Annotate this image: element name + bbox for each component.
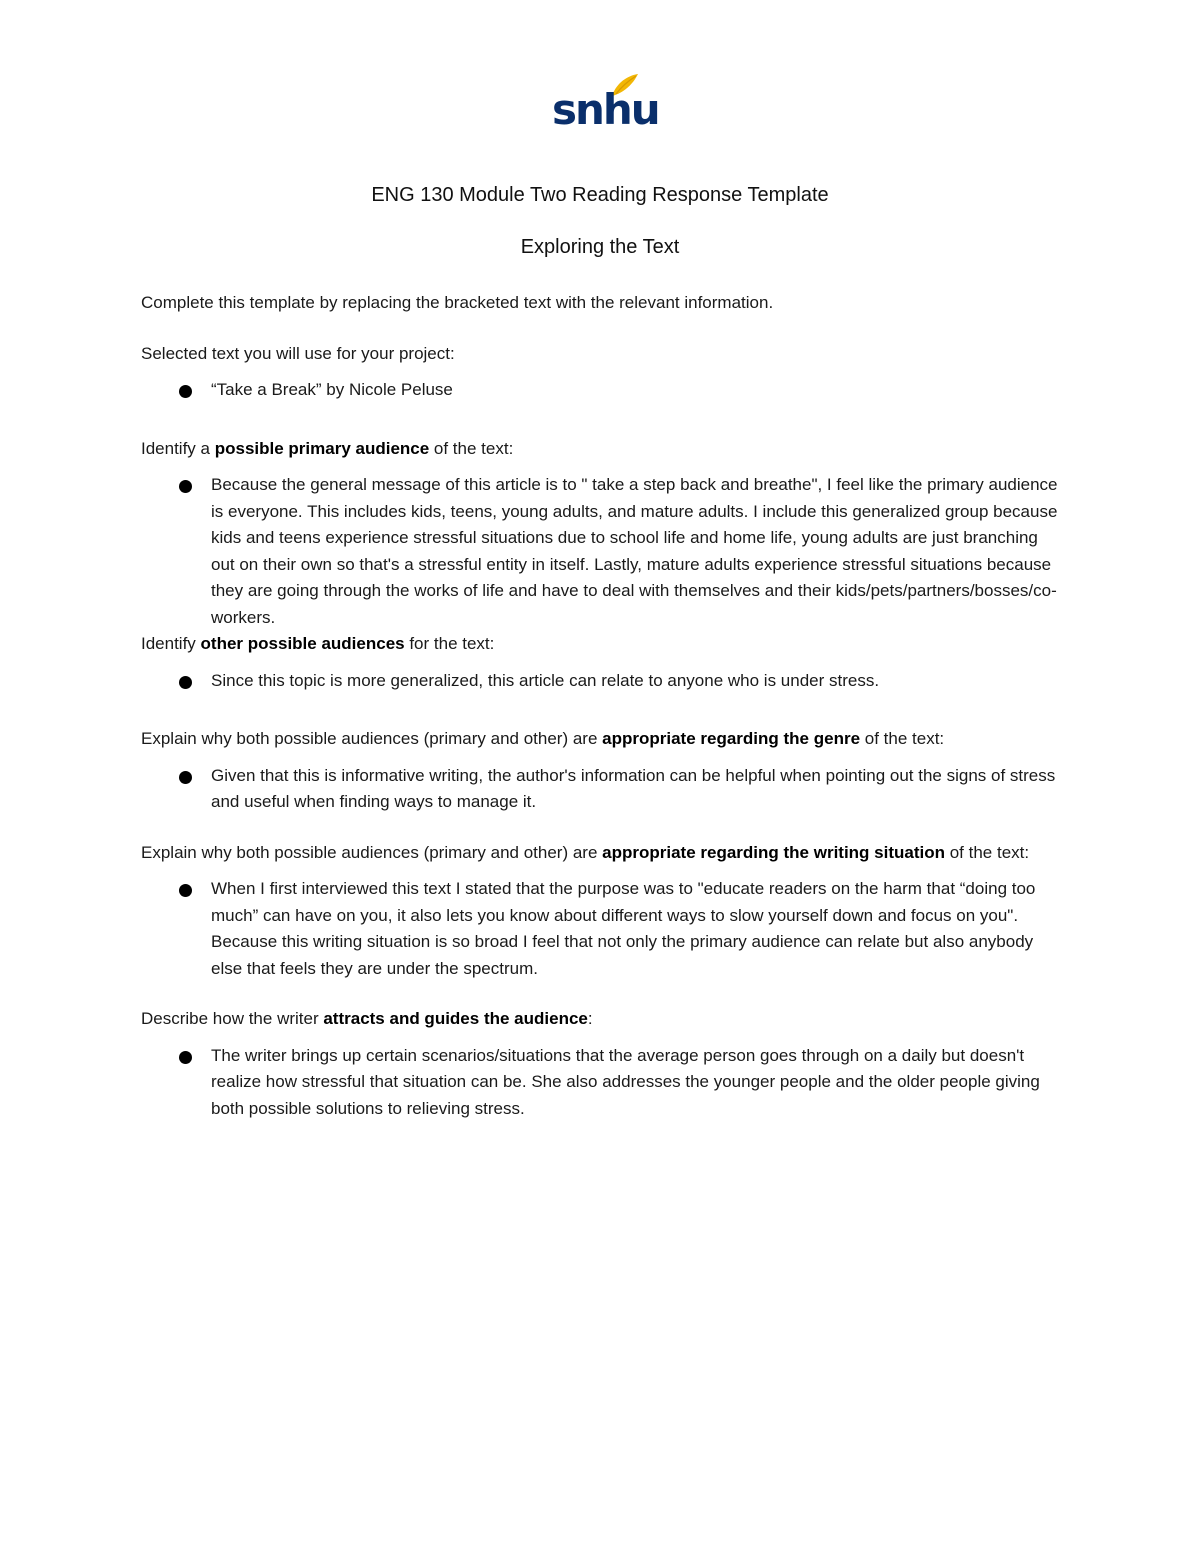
prompt-emphasis: appropriate regarding the genre <box>602 729 861 748</box>
prompt-text-after: of the text: <box>429 438 514 458</box>
document-title: ENG 130 Module Two Reading Response Template <box>371 184 829 206</box>
answer-item <box>141 876 1061 982</box>
bullet-icon <box>179 884 192 897</box>
prompt-genre <box>141 726 1061 753</box>
answer-text: When I first interviewed this text I stated that the purpose was to "educate readers on the harm that “doing too much” can have on you, it also lets you know about different ways to slow yourself down and focus on you". Because this writing situation is so broad I feel that not only the primary audience can relate but also anybody else that feels they are under the spectrum. <box>211 879 1036 978</box>
document-subtitle: Exploring the Text <box>520 236 680 258</box>
answer-item <box>141 763 1061 816</box>
bullet-icon <box>179 771 192 784</box>
bullet-icon <box>179 385 192 398</box>
prompt-selected-text <box>141 341 1061 368</box>
prompt-text-after: for the text: <box>404 634 495 653</box>
snhu-logo <box>552 72 659 134</box>
prompt-attracts-guides <box>141 1006 1061 1033</box>
prompt-text: Identify a <box>141 438 215 458</box>
prompt-text: Explain why both possible audiences (primary and other) are <box>141 842 603 862</box>
prompt-writing-situation <box>141 840 1061 867</box>
answer-list <box>141 763 1061 816</box>
answer-text: The writer brings up certain scenarios/situations that the average person goes through on a daily but doesn't realize how stressful that situation can be. She also addresses the younger people and the older people giving both possible solutions to relieving stress. <box>211 1045 1040 1118</box>
prompt-text-after: of the text: <box>860 729 945 748</box>
answer-list <box>141 876 1061 982</box>
prompt-emphasis: possible primary audience <box>214 438 430 458</box>
answer-list <box>141 1043 1061 1123</box>
answer-item <box>141 1043 1061 1123</box>
answer-list <box>141 668 1061 695</box>
prompt-text: Explain why both possible audiences (primary and other) are <box>141 729 603 748</box>
intro-text: Complete this template by replacing the bracketed text with the relevant information. <box>141 293 774 312</box>
answer-list <box>141 472 1061 631</box>
prompt-text-after: : <box>587 1009 593 1028</box>
prompt-text-after: of the text: <box>945 842 1030 862</box>
answer-text: Since this topic is more generalized, this article can relate to anyone who is under stress. <box>211 670 880 690</box>
answer-item <box>141 377 1061 404</box>
answer-text: Given that this is informative writing, the author's information can be helpful when pointing out the signs of stress and useful when finding ways to manage it. <box>211 765 1056 811</box>
answer-item <box>141 668 1061 695</box>
bullet-icon <box>179 480 192 493</box>
prompt-emphasis: attracts and guides the audience <box>323 1009 588 1028</box>
prompt-text: Identify <box>141 634 201 653</box>
answer-item <box>141 472 1061 631</box>
prompt-text: Describe how the writer <box>141 1009 324 1028</box>
bullet-icon <box>179 676 192 689</box>
prompt-other-audiences <box>141 631 1061 658</box>
prompt-text: Selected text you will use for your project: <box>141 343 455 363</box>
prompt-emphasis: other possible audiences <box>200 634 405 653</box>
answer-text: Because the general message of this article is to " take a step back and breathe", I feel like the primary audience is everyone. This includes kids, teens, young adults, and mature adults. I include this generalized group because kids and teens experience stressful situations due to school life and home life, young adults are just branching out on their own so that's a stressful entity in itself. Lastly, mature adults experience stressful situations because they are going through the works of life and have to deal with themselves and their kids/pets/partners/bosses/co-workers. <box>211 475 1058 627</box>
prompt-emphasis: appropriate regarding the writing situation <box>602 842 945 862</box>
bullet-icon <box>179 1051 192 1064</box>
answer-list <box>141 377 1061 404</box>
logo-wordmark: snhu <box>552 85 659 134</box>
prompt-primary-audience <box>141 436 1061 463</box>
document-body <box>141 290 1061 1122</box>
answer-text: “Take a Break” by Nicole Peluse <box>211 380 453 399</box>
